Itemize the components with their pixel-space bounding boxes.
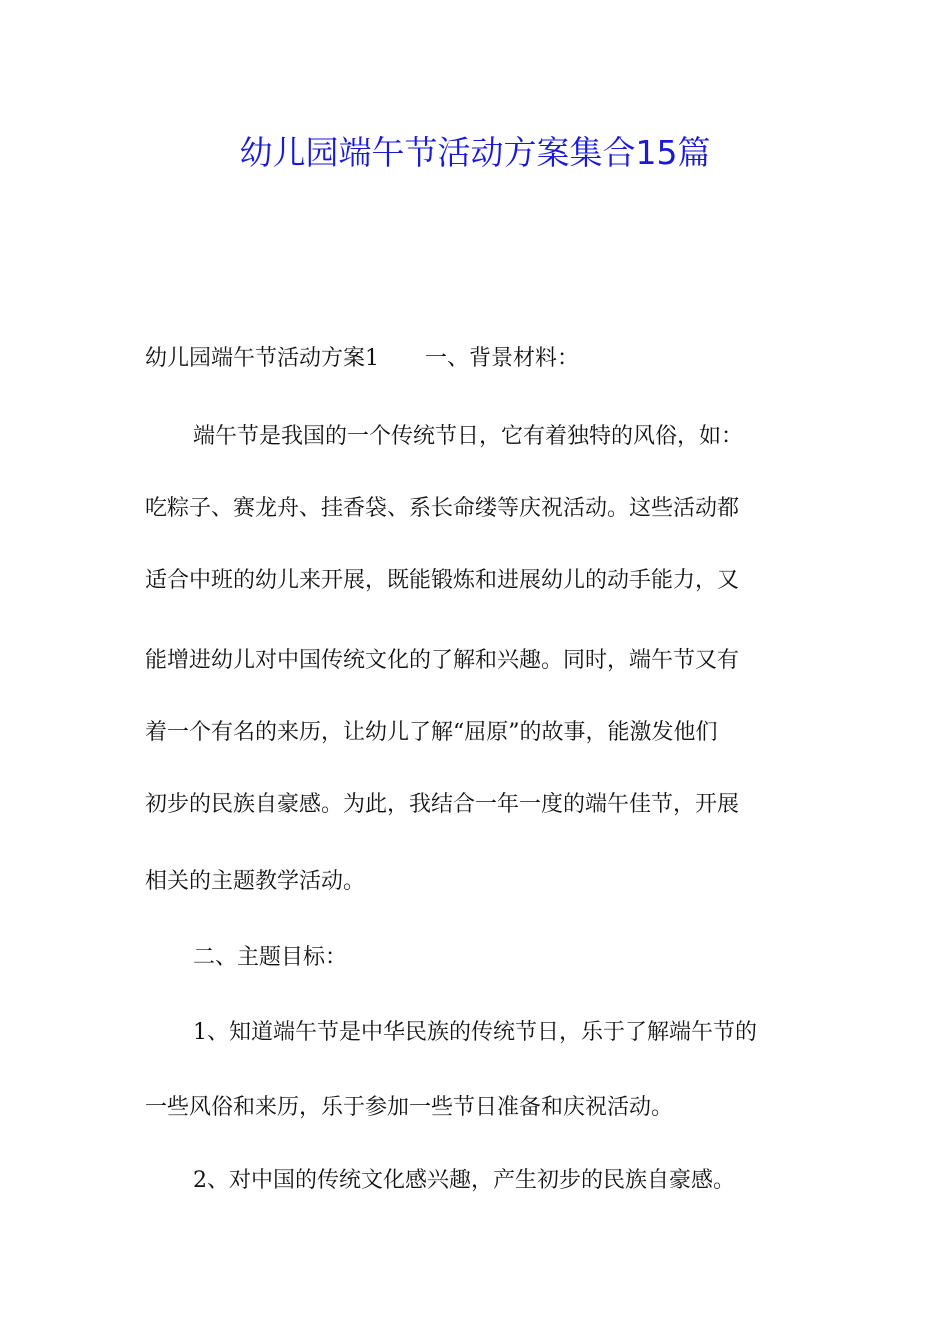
paragraph-line: 初步的民族自豪感。为此，我结合一年一度的端午佳节，开展 (145, 792, 740, 817)
section-heading-line (145, 343, 579, 375)
paragraph-line: 能增进幼儿对中国传统文化的了解和兴趣。同时，端午节又有 (145, 648, 740, 673)
paragraph-line: 着一个有名的来历，让幼儿了解“屈原”的故事，能激发他们 (145, 720, 718, 745)
paragraph-line: 吃粽子、赛龙舟、挂香袋、系长命缕等庆祝活动。这些活动都 (145, 496, 740, 521)
background-heading: 一、背景材料： (425, 346, 580, 371)
paragraph-line: 相关的主题教学活动。 (145, 869, 366, 894)
goal-item-1: 1、知道端午节是中华民族的传统节日，乐于了解端午节的 (193, 1020, 757, 1045)
document-title: 幼儿园端午节活动方案集合15篇 (239, 133, 711, 172)
paragraph-line: 适合中班的幼儿来开展，既能锻炼和进展幼儿的动手能力，又 (145, 568, 740, 593)
goal-item-1-continued: 一些风俗和来历，乐于参加一些节日准备和庆祝活动。 (145, 1095, 674, 1120)
goal-item-2: 2、对中国的传统文化感兴趣，产生初步的民族自豪感。 (193, 1168, 735, 1193)
paragraph-line: 端午节是我国的一个传统节日，它有着独特的风俗，如： (193, 424, 744, 449)
plan-heading: 幼儿园端午节活动方案1 (145, 346, 379, 371)
goals-heading: 二、主题目标： (193, 945, 348, 970)
